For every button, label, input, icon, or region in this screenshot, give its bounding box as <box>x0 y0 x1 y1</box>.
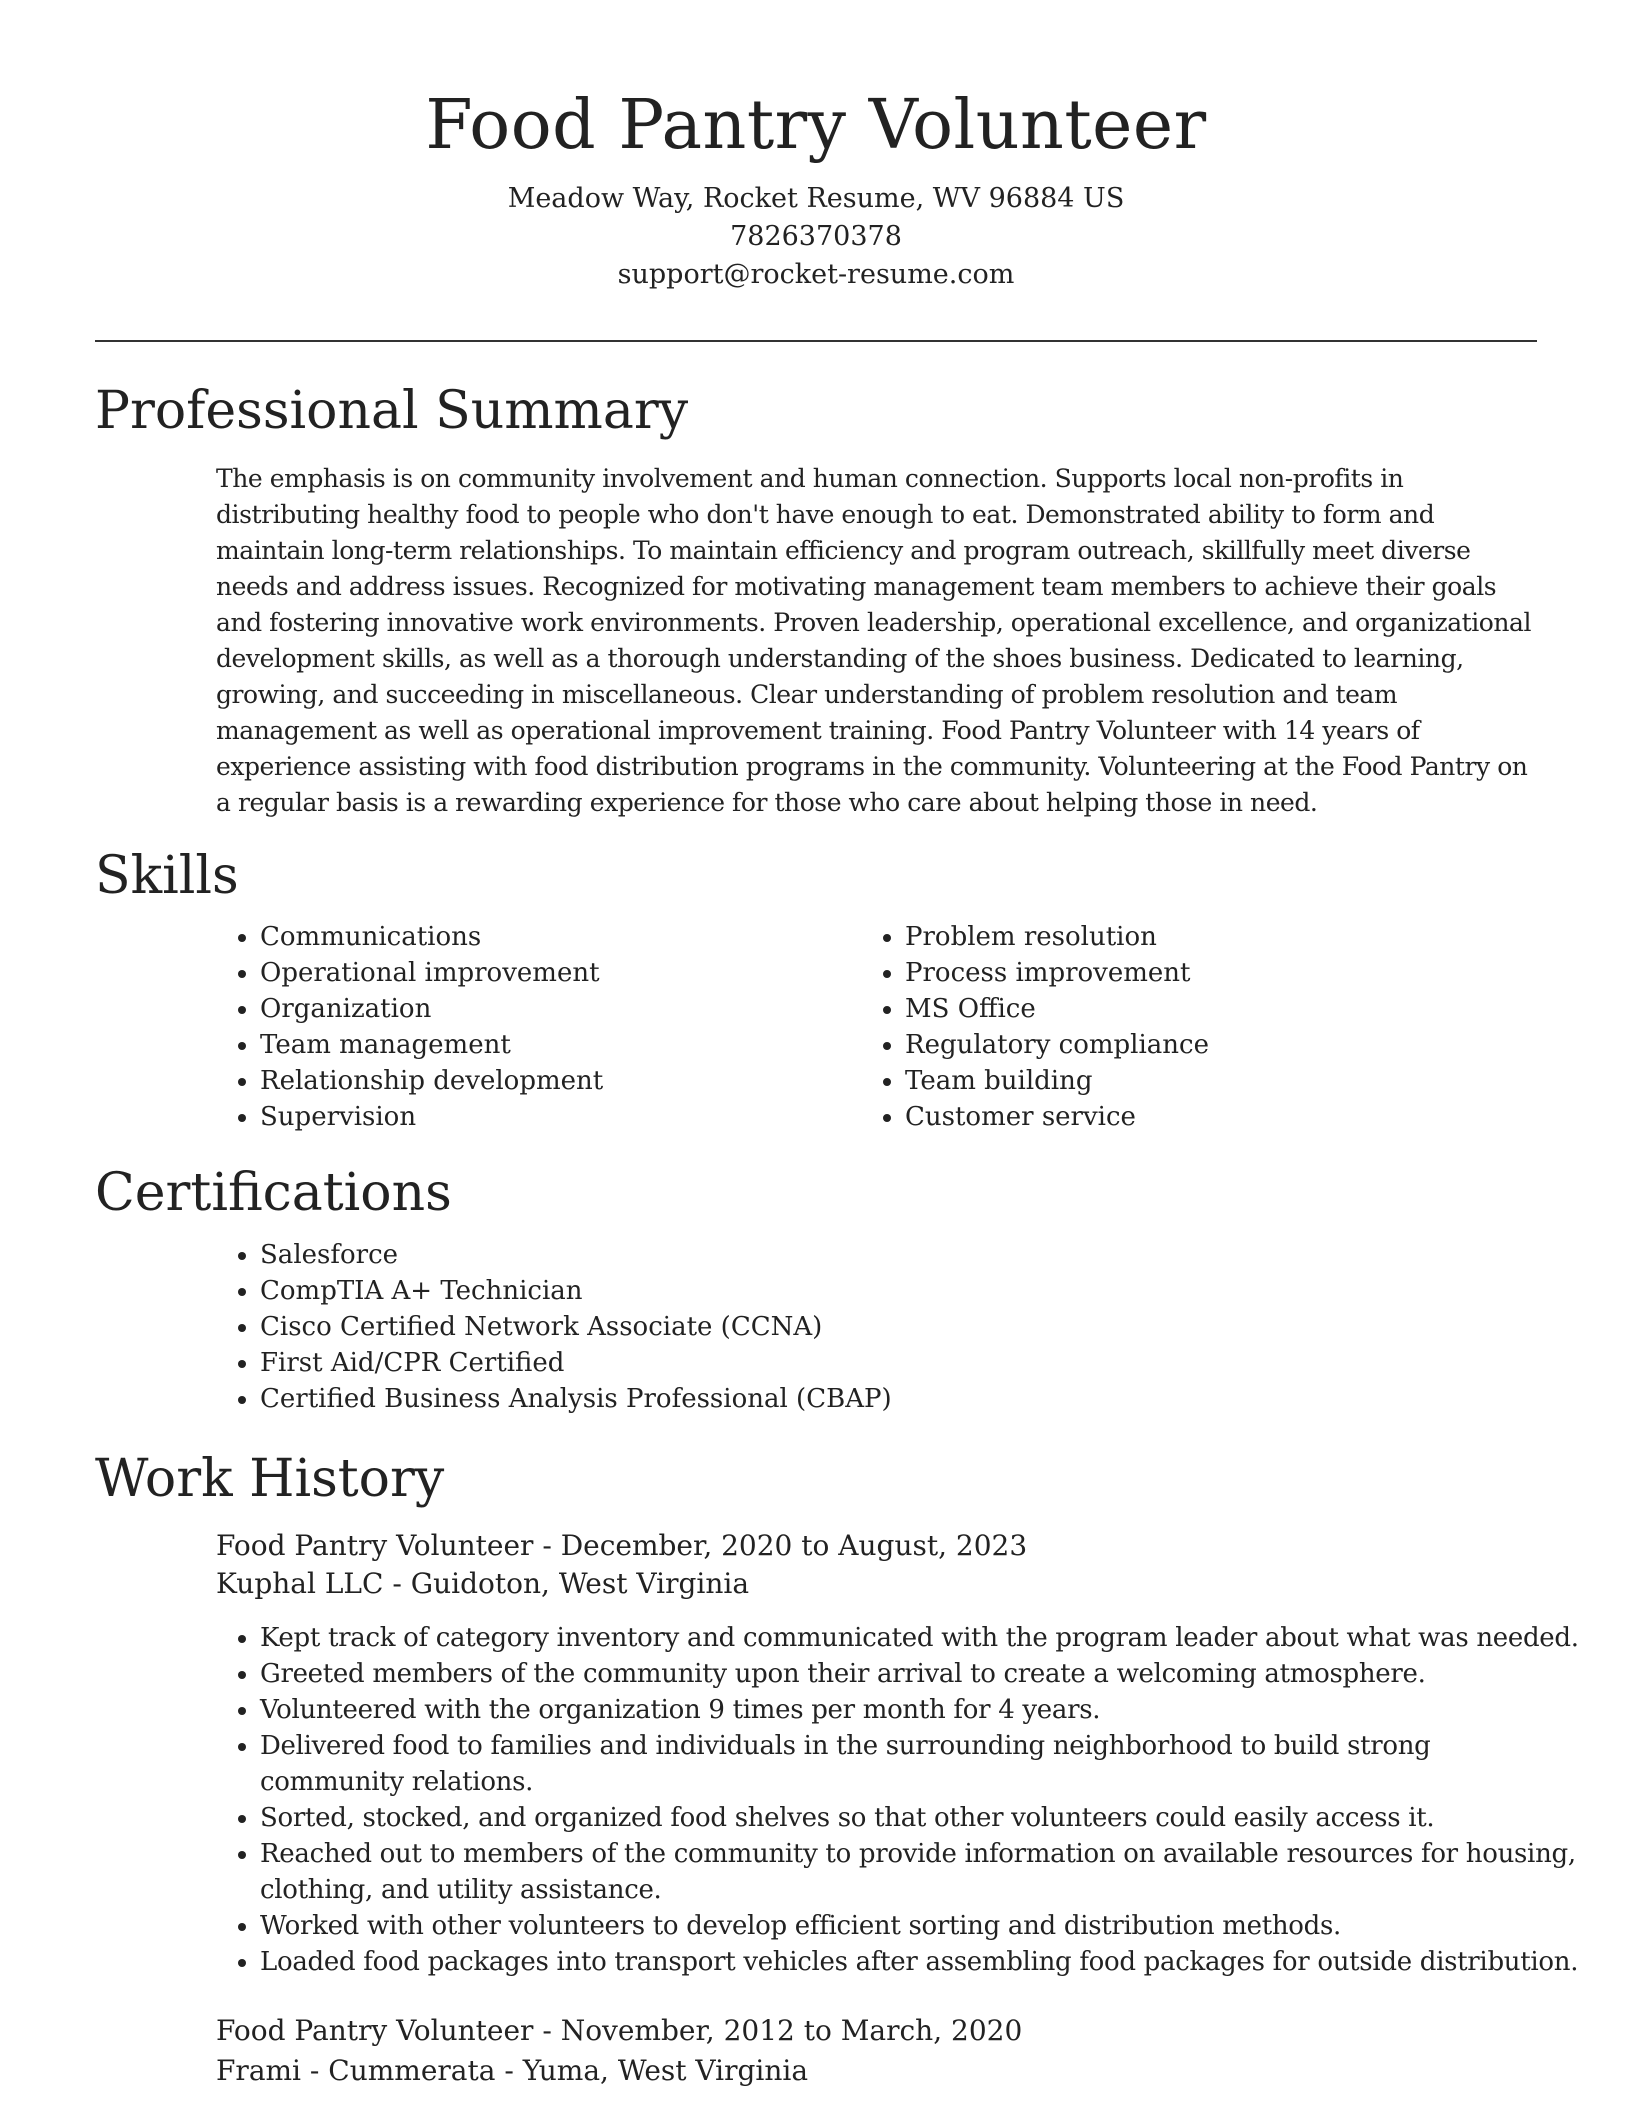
list-item: • MS Office <box>905 991 1505 1027</box>
list-item: • Organization <box>260 991 860 1027</box>
candidate-name: Food Pantry Volunteer <box>425 86 1207 165</box>
job-1-duties <box>216 1620 1580 1980</box>
separator: - <box>542 1529 561 1562</box>
list-item: • Cisco Certified Network Associate (CCNA) <box>260 1309 1460 1345</box>
list-item: • Communications <box>260 919 860 955</box>
contact-address: Meadow Way, Rocket Resume, WV 96884 US <box>507 183 1125 214</box>
job-role: Food Pantry Volunteer <box>216 2014 534 2047</box>
list-item: • Delivered food to families and individuals in the surrounding neighborhood to build strong community relations. <box>260 1728 1580 1800</box>
resume-header <box>0 82 1632 294</box>
list-item: • Kept track of category inventory and communicated with the program leader about what was needed. <box>260 1620 1580 1656</box>
separator: - <box>504 2054 523 2087</box>
job-dates: December, 2020 to August, 2023 <box>560 1529 1028 1562</box>
certifications-list <box>216 1237 1460 1417</box>
skills-heading: Skills <box>95 846 239 906</box>
contact-info <box>0 180 1632 294</box>
summary-heading: Professional Summary <box>95 381 689 441</box>
list-item: • Reached out to members of the community to provide information on available resources for housing, clothing, and utility assistance. <box>260 1836 1580 1908</box>
list-item: • Customer service <box>905 1099 1505 1135</box>
list-item: • Salesforce <box>260 1237 1460 1273</box>
separator: - <box>542 2014 561 2047</box>
job-2-employer <box>216 2052 808 2090</box>
contact-phone: 7826370378 <box>730 221 902 252</box>
job-2-heading <box>216 2012 1022 2050</box>
job-company: Frami - Cummerata <box>216 2054 496 2087</box>
list-item: • Process improvement <box>905 955 1505 991</box>
job-1-employer <box>216 1565 749 1603</box>
work-history-heading: Work History <box>95 1449 445 1509</box>
list-item: • Team building <box>905 1063 1505 1099</box>
certifications-heading: Certifications <box>95 1163 452 1223</box>
list-item: • Certified Business Analysis Professional (CBAP) <box>260 1381 1460 1417</box>
list-item: • Supervision <box>260 1099 860 1135</box>
header-divider <box>95 340 1537 342</box>
list-item: • Operational improvement <box>260 955 860 991</box>
skills-list-left <box>216 919 860 1135</box>
list-item: • Regulatory compliance <box>905 1027 1505 1063</box>
list-item: • Sorted, stocked, and organized food shelves so that other volunteers could easily access it. <box>260 1800 1580 1836</box>
job-company: Kuphal LLC <box>216 1567 384 1600</box>
list-item: • Team management <box>260 1027 860 1063</box>
list-item: • Volunteered with the organization 9 times per month for 4 years. <box>260 1692 1580 1728</box>
list-item: • CompTIA A+ Technician <box>260 1273 1460 1309</box>
list-item: • Greeted members of the community upon their arrival to create a welcoming atmosphere. <box>260 1656 1580 1692</box>
job-role: Food Pantry Volunteer <box>216 1529 534 1562</box>
list-item: • Problem resolution <box>905 919 1505 955</box>
job-1-heading <box>216 1527 1027 1565</box>
summary-text: The emphasis is on community involvement and human connection. Supports local non-profits in distributing healthy food to people who don't have enough to eat. Demonstrated ability to form and maintain long-term relationships. To maintain efficiency and program outreach, skillfully meet diverse needs and address issues. Recognized for motivating management team members to achieve their goals and fostering innovative work environments. Proven leadership, operational excellence, and organizational development skills, as well as a thorough understanding of the shoes business. Dedicated to learning, growing, and succeeding in miscellaneous. Clear understanding of problem resolution and team management as well as operational improvement training. Food Pantry Volunteer with 14 years of experience assisting with food distribution programs in the community. Volunteering at the Food Pantry on a regular basis is a rewarding experience for those who care about helping those in need. <box>216 464 1532 817</box>
job-dates: November, 2012 to March, 2020 <box>560 2014 1023 2047</box>
contact-email: support@rocket-resume.com <box>617 259 1015 290</box>
list-item: • Relationship development <box>260 1063 860 1099</box>
list-item: • First Aid/CPR Certified <box>260 1345 1460 1381</box>
separator: - <box>392 1567 411 1600</box>
job-location: Guidoton, West Virginia <box>410 1567 750 1600</box>
list-item: • Loaded food packages into transport vehicles after assembling food packages for outside distribution. <box>260 1944 1580 1980</box>
job-location: Yuma, West Virginia <box>522 2054 809 2087</box>
skills-list-right <box>861 919 1505 1135</box>
list-item: • Worked with other volunteers to develop efficient sorting and distribution methods. <box>260 1908 1580 1944</box>
